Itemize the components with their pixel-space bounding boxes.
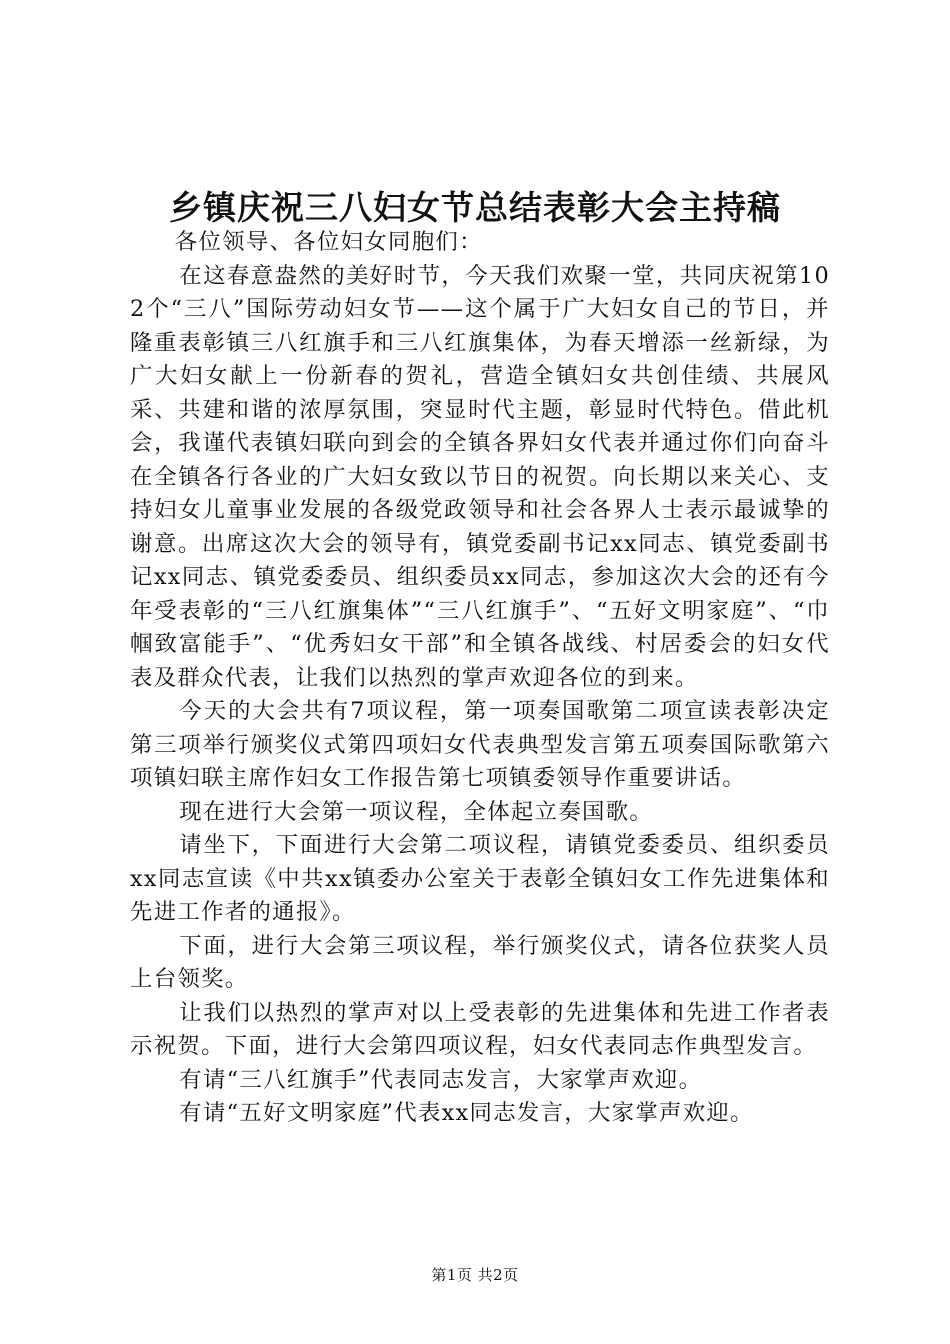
paragraph-item-three: 下面，进行大会第三项议程，举行颁奖仪式，请各位获奖人员上台领奖。 xyxy=(130,932,830,992)
paragraph-opening: 在这春意盎然的美好时节，今天我们欢聚一堂，共同庆祝第102个“三八”国际劳动妇女节——这个属于广大妇女自己的节日，并隆重表彰镇三八红旗手和三八红旗集体，为春天增添一丝新绿，为广大妇女献上一份新春的贺礼，营造全镇妇女共创佳绩、共展风采、共建和谐的浓厚氛围，突显时代主题，彰显时代特色。借此机会，我谨代表镇妇联向到会的全镇各界妇女代表并通过你们向奋斗在全镇各行各业的广大妇女致以节日的祝贺。向长期以来关心、支持妇女儿童事业发展的各级党政领导和社会各界人士表示最诚挚的谢意。出席这次大会的领导有，镇党委副书记xx同志、镇党委副书记xx同志、镇党委委员、组织委员xx同志，参加这次大会的还有今年受表彰的“三八红旗集体”“三八红旗手”、“五好文明家庭”、“巾帼致富能手”、“优秀妇女干部”和全镇各战线、村居委会的妇女代表及群众代表，让我们以热烈的掌声欢迎各位的到来。 xyxy=(130,262,830,691)
paragraph-item-four: 让我们以热烈的掌声对以上受表彰的先进集体和先进工作者表示祝贺。下面，进行大会第四项议程，妇女代表同志作典型发言。 xyxy=(130,999,830,1059)
paragraph-item-two: 请坐下，下面进行大会第二项议程，请镇党委委员、组织委员xx同志宣读《中共xx镇委办公室关于表彰全镇妇女工作先进集体和先进工作者的通报》。 xyxy=(130,832,830,925)
page-number-footer: 第1页 共2页 xyxy=(431,1266,519,1284)
paragraph-item-one: 现在进行大会第一项议程，全体起立奏国歌。 xyxy=(179,798,654,825)
paragraph-agenda: 今天的大会共有7项议程，第一项奏国歌第二项宣读表彰决定第三项举行颁奖仪式第四项妇女代表典型发言第五项奏国际歌第六项镇妇联主席作妇女工作报告第七项镇委领导作重要讲话。 xyxy=(130,698,830,791)
paragraph-speaker-one: 有请“三八红旗手”代表同志发言，大家掌声欢迎。 xyxy=(179,1066,703,1093)
document-body xyxy=(130,226,830,1131)
paragraph-speaker-two: 有请“五好文明家庭”代表xx同志发言，大家掌声欢迎。 xyxy=(179,1100,754,1126)
document-title: 乡镇庆祝三八妇女节总结表彰大会主持稿 xyxy=(169,188,781,227)
salutation: 各位领导、各位妇女同胞们： xyxy=(174,229,483,255)
